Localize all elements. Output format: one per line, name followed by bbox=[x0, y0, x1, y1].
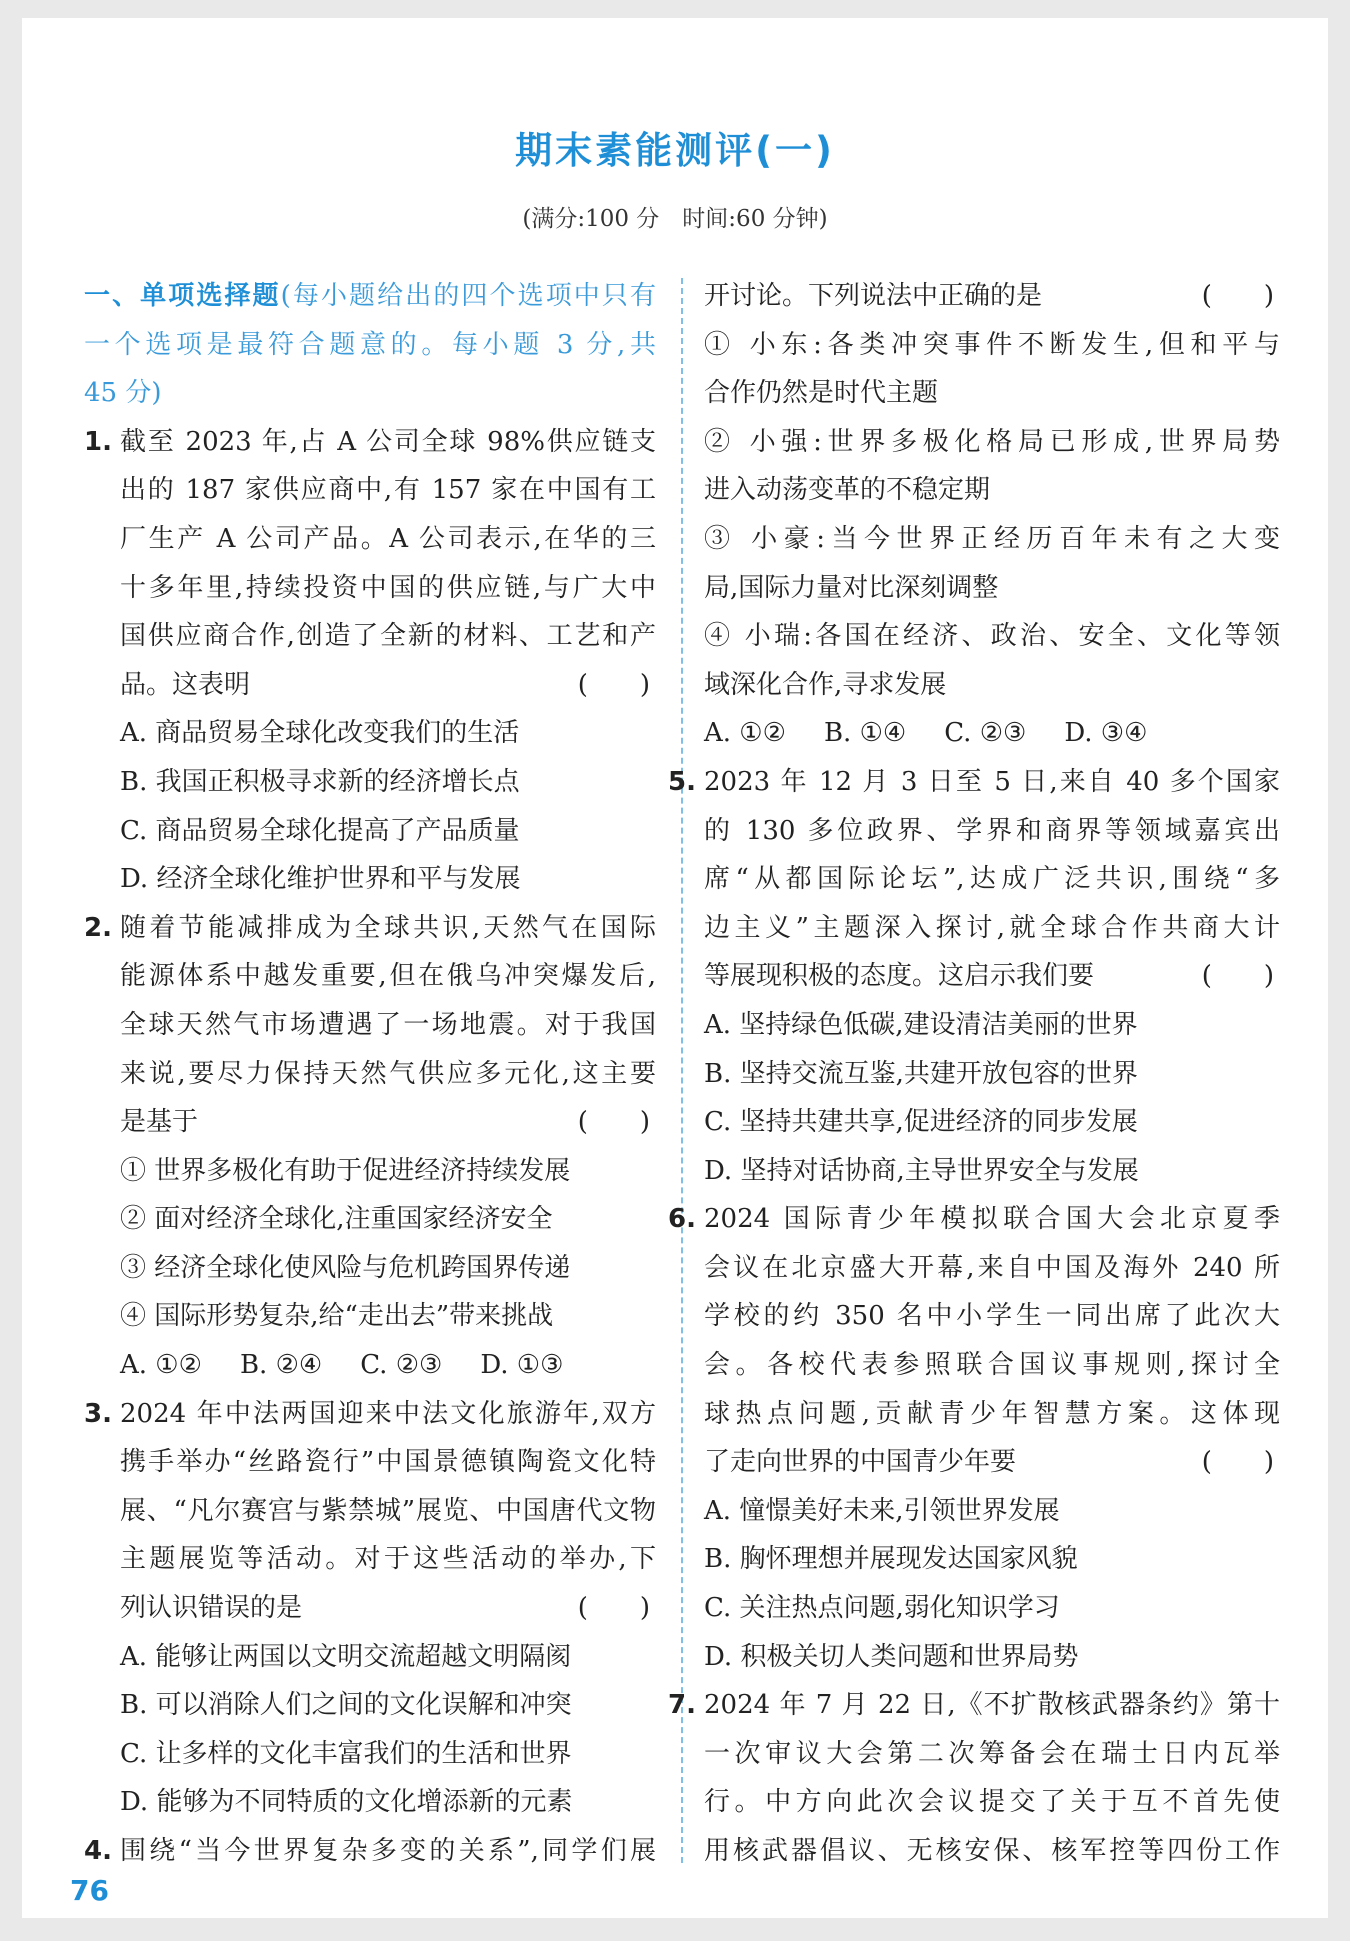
option-b: B. ②④ bbox=[239, 1350, 323, 1381]
question-1: 1. 截至 2023 年,占 A 公司全球 98%供应链支 出的 187 家供应商中,有 157 家在中国有工 厂生产 A 公司产品。A 公司表示,在华的三 十多年里,持续投资中国的供应链,与广大中 国供应商合作,创造了全新的材料、工艺和产 品。这表明 ( ) A. 商品贸易全球化改变我们的生活 B. 我国正积极寻求新的经济增长点 C. 商品贸易全球化提高了产品质量 D. 经济全球化维护世界和平与发展 bbox=[84, 418, 656, 904]
page-title: 期末素能测评(一) bbox=[515, 129, 835, 172]
option-a: A. ①② bbox=[704, 718, 786, 749]
option-b: B. 胸怀理想并展现发达国家风貌 bbox=[704, 1544, 1078, 1575]
option-b: B. 坚持交流互鉴,共建开放包容的世界 bbox=[704, 1058, 1138, 1089]
question-number: 3. bbox=[84, 1398, 112, 1429]
option-c: C. 关注热点问题,弱化知识学习 bbox=[704, 1593, 1060, 1624]
section-heading: 一、单项选择题(每小题给出的四个选项中只有 一个选项是最符合题意的。每小题 3 分,共 45 分) bbox=[84, 281, 656, 409]
answer-blank: ( ) bbox=[577, 1593, 650, 1624]
option-d: D. ①③ bbox=[480, 1350, 564, 1381]
right-column bbox=[668, 272, 1280, 1876]
exam-info: (满分:100 分 时间:60 分钟) bbox=[522, 206, 828, 232]
option-d: D. 积极关切人类问题和世界局势 bbox=[704, 1641, 1079, 1672]
option-a: A. 商品贸易全球化改变我们的生活 bbox=[120, 718, 520, 749]
question-number: 2. bbox=[84, 912, 112, 943]
question-3: 3. 2024 年中法两国迎来中法文化旅游年,双方 携手举办“丝路瓷行”中国景德镇陶瓷文化特 展、“凡尔赛宫与紫禁城”展览、中国唐代文物 主题展览等活动。对于这些活动的举办,下 列认识错误的是 ( ) A. 能够让两国以文明交流超越文明隔阂 B. 可以消除人们之间的文化误解和冲突 C. 让多样的文化丰富我们的生活和世界 D. 能够为不同特质的文化增添新的元素 bbox=[84, 1390, 656, 1827]
option-b: B. 我国正积极寻求新的经济增长点 bbox=[120, 766, 520, 797]
option-a: A. 憧憬美好未来,引领世界发展 bbox=[704, 1495, 1060, 1526]
statement-1: ① 世界多极化有助于促进经济持续发展 bbox=[120, 1155, 571, 1186]
option-b: B. ①④ bbox=[823, 718, 907, 749]
option-c: C. 商品贸易全球化提高了产品质量 bbox=[120, 815, 520, 846]
statement-1: ① 小东:各类冲突事件不断发生,但和平与 bbox=[704, 329, 1280, 360]
option-c: C. 让多样的文化丰富我们的生活和世界 bbox=[120, 1738, 572, 1769]
option-d: D. 坚持对话协商,主导世界安全与发展 bbox=[704, 1155, 1139, 1186]
option-a: A. ①② bbox=[120, 1350, 202, 1381]
left-column bbox=[84, 272, 656, 1876]
option-row bbox=[84, 1341, 656, 1390]
option-a: A. 能够让两国以文明交流超越文明隔阂 bbox=[120, 1641, 572, 1672]
option-row bbox=[704, 709, 1280, 758]
statement-4: ④ 小瑞:各国在经济、政治、安全、文化等领 bbox=[704, 621, 1280, 652]
option-d: D. ③④ bbox=[1064, 718, 1148, 749]
answer-blank: ( ) bbox=[1201, 281, 1274, 311]
question-4-start: 4. 围绕“当今世界复杂多变的关系”,同学们展 bbox=[84, 1827, 656, 1876]
question-number: 5. bbox=[668, 766, 696, 797]
question-number: 6. bbox=[668, 1204, 696, 1235]
option-d: D. 经济全球化维护世界和平与发展 bbox=[120, 864, 521, 895]
section-title: 一、单项选择题 bbox=[84, 281, 281, 311]
question-4-continued: 开讨论。下列说法中正确的是 ( ) ① 小东:各类冲突事件不断发生,但和平与 合作仍然是时代主题 ② 小强:世界多极化格局已形成,世界局势 进入动荡变革的不稳定期 ③ 小豪:当今世界正经历百年未有之大变 局,国际力量对比深刻调整 ④ 小瑞:各国在经济、政治、安全、文化等领 域深化合作,寻求发展 A. ①② B. ①④ C. ②③ D. ③④ bbox=[704, 272, 1280, 758]
statement-2: ② 面对经济全球化,注重国家经济安全 bbox=[120, 1204, 553, 1235]
question-7: 7. 2024 年 7 月 22 日,《不扩散核武器条约》第十 一次审议大会第二次筹备会在瑞士日内瓦举 行。中方向此次会议提交了关于互不首先使 用核武器倡议、无核安保、核军控等四份工作 bbox=[668, 1681, 1280, 1875]
question-number: 1. bbox=[84, 426, 112, 457]
question-number: 4. bbox=[84, 1836, 112, 1866]
option-c: C. ②③ bbox=[944, 718, 1027, 749]
statement-2: ② 小强:世界多极化格局已形成,世界局势 bbox=[704, 426, 1280, 457]
question-6: 6. 2024 国际青少年模拟联合国大会北京夏季 会议在北京盛大开幕,来自中国及海外 240 所 学校的约 350 名中小学生一同出席了此次大 会。各校代表参照联合国议事规则,探讨全 球热点问题,贡献青少年智慧方案。这体现 了走向世界的中国青少年要 ( ) A. 憧憬美好未来,引领世界发展 B. 胸怀理想并展现发达国家风貌 C. 关注热点问题,弱化知识学习 D. 积极关切人类问题和世界局势 bbox=[668, 1195, 1280, 1681]
answer-blank: ( ) bbox=[1201, 961, 1274, 992]
option-a: A. 坚持绿色低碳,建设清洁美丽的世界 bbox=[704, 1009, 1138, 1040]
option-b: B. 可以消除人们之间的文化误解和冲突 bbox=[120, 1690, 572, 1721]
answer-blank: ( ) bbox=[1201, 1447, 1274, 1478]
statement-3: ③ 经济全球化使风险与危机跨国界传递 bbox=[120, 1252, 571, 1283]
answer-blank: ( ) bbox=[577, 669, 650, 700]
answer-blank: ( ) bbox=[577, 1107, 650, 1138]
question-number: 7. bbox=[668, 1690, 696, 1721]
option-c: C. ②③ bbox=[360, 1350, 443, 1381]
option-d: D. 能够为不同特质的文化增添新的元素 bbox=[120, 1787, 573, 1818]
page-number: 76 bbox=[70, 1874, 109, 1907]
question-5: 5. 2023 年 12 月 3 日至 5 日,来自 40 多个国家 的 130 多位政界、学界和商界等领域嘉宾出 席“从都国际论坛”,达成广泛共识,围绕“多 边主义”主题深入探讨,就全球合作共商大计 等展现积极的态度。这启示我们要 ( ) A. 坚持绿色低碳,建设清洁美丽的世界 B. 坚持交流互鉴,共建开放包容的世界 C. 坚持共建共享,促进经济的同步发展 D. 坚持对话协商,主导世界安全与发展 bbox=[668, 758, 1280, 1195]
option-c: C. 坚持共建共享,促进经济的同步发展 bbox=[704, 1107, 1138, 1138]
statement-3: ③ 小豪:当今世界正经历百年未有之大变 bbox=[704, 523, 1280, 554]
statement-4: ④ 国际形势复杂,给“走出去”带来挑战 bbox=[120, 1301, 554, 1332]
question-2: 2. 随着节能减排成为全球共识,天然气在国际 能源体系中越发重要,但在俄乌冲突爆发后, 全球天然气市场遭遇了一场地震。对于我国 来说,要尽力保持天然气供应多元化,这主要 是基于 ( ) ① 世界多极化有助于促进经济持续发展 ② 面对经济全球化,注重国家经济安全 ③ 经济全球化使风险与危机跨国界传递 ④ 国际形势复杂,给“走出去”带来挑战 A. ①② B. ②④ C. ②③ D. ①③ bbox=[84, 904, 656, 1390]
